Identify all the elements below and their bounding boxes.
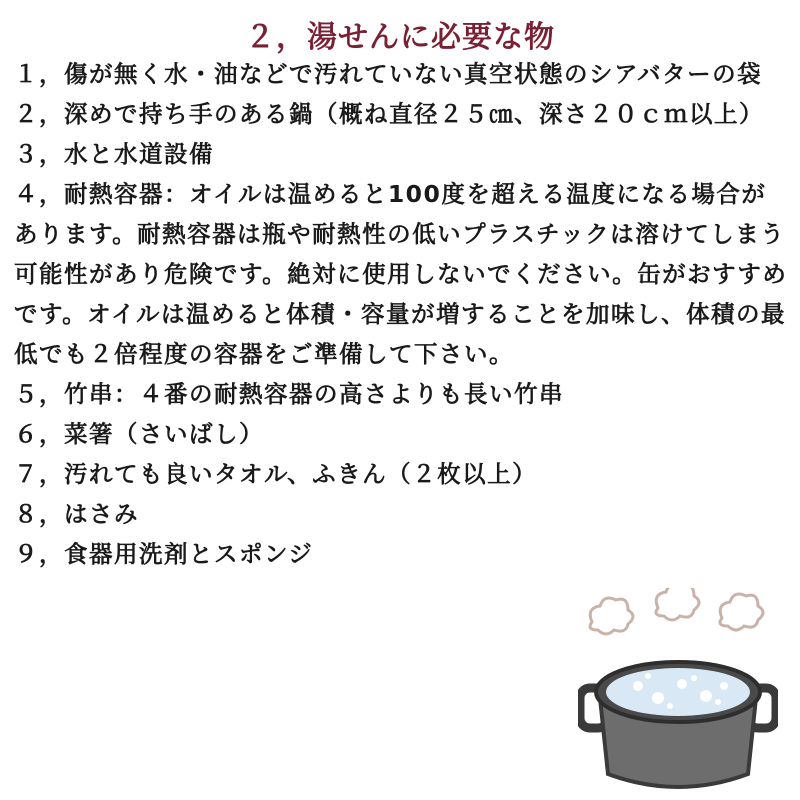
list-item: ３，水と水道設備 bbox=[14, 140, 214, 168]
supply-list bbox=[14, 54, 790, 574]
list-item: ２，深めで持ち手のある鍋（概ね直径２５㎝、深さ２０ｃｍ以上） bbox=[14, 100, 764, 128]
list-item: １，傷が無く水・油などで汚れていない真空状態のシアバターの袋 bbox=[14, 60, 763, 88]
list-item: ５，竹串：４番の耐熱容器の高さよりも長い竹串 bbox=[14, 380, 564, 408]
steam-icon bbox=[590, 588, 763, 634]
page-title: ２，湯せんに必要な物 bbox=[245, 20, 555, 55]
list-item: ４，耐熱容器：オイルは温めると100度を超える温度になる場合があります。耐熱容器は瓶や耐熱性の低いプラスチックは溶けてしまう可能性があり危険です。絶対に使用しないでください。缶がおすすめです。オイルは温めると体積・容量が増することを加味し、体積の最低でも２倍程度の容器をご準備して下さい。 bbox=[14, 180, 788, 368]
water-icon bbox=[606, 668, 750, 716]
list-item: ６，菜箸（さいばし） bbox=[14, 420, 264, 448]
list-item: ８，はさみ bbox=[14, 500, 139, 528]
boiling-pot-icon bbox=[578, 588, 778, 792]
list-item: ７，汚れても良いタオル、ふきん（２枚以上） bbox=[14, 460, 538, 488]
list-item: ９，食器用洗剤とスポンジ bbox=[14, 540, 314, 568]
